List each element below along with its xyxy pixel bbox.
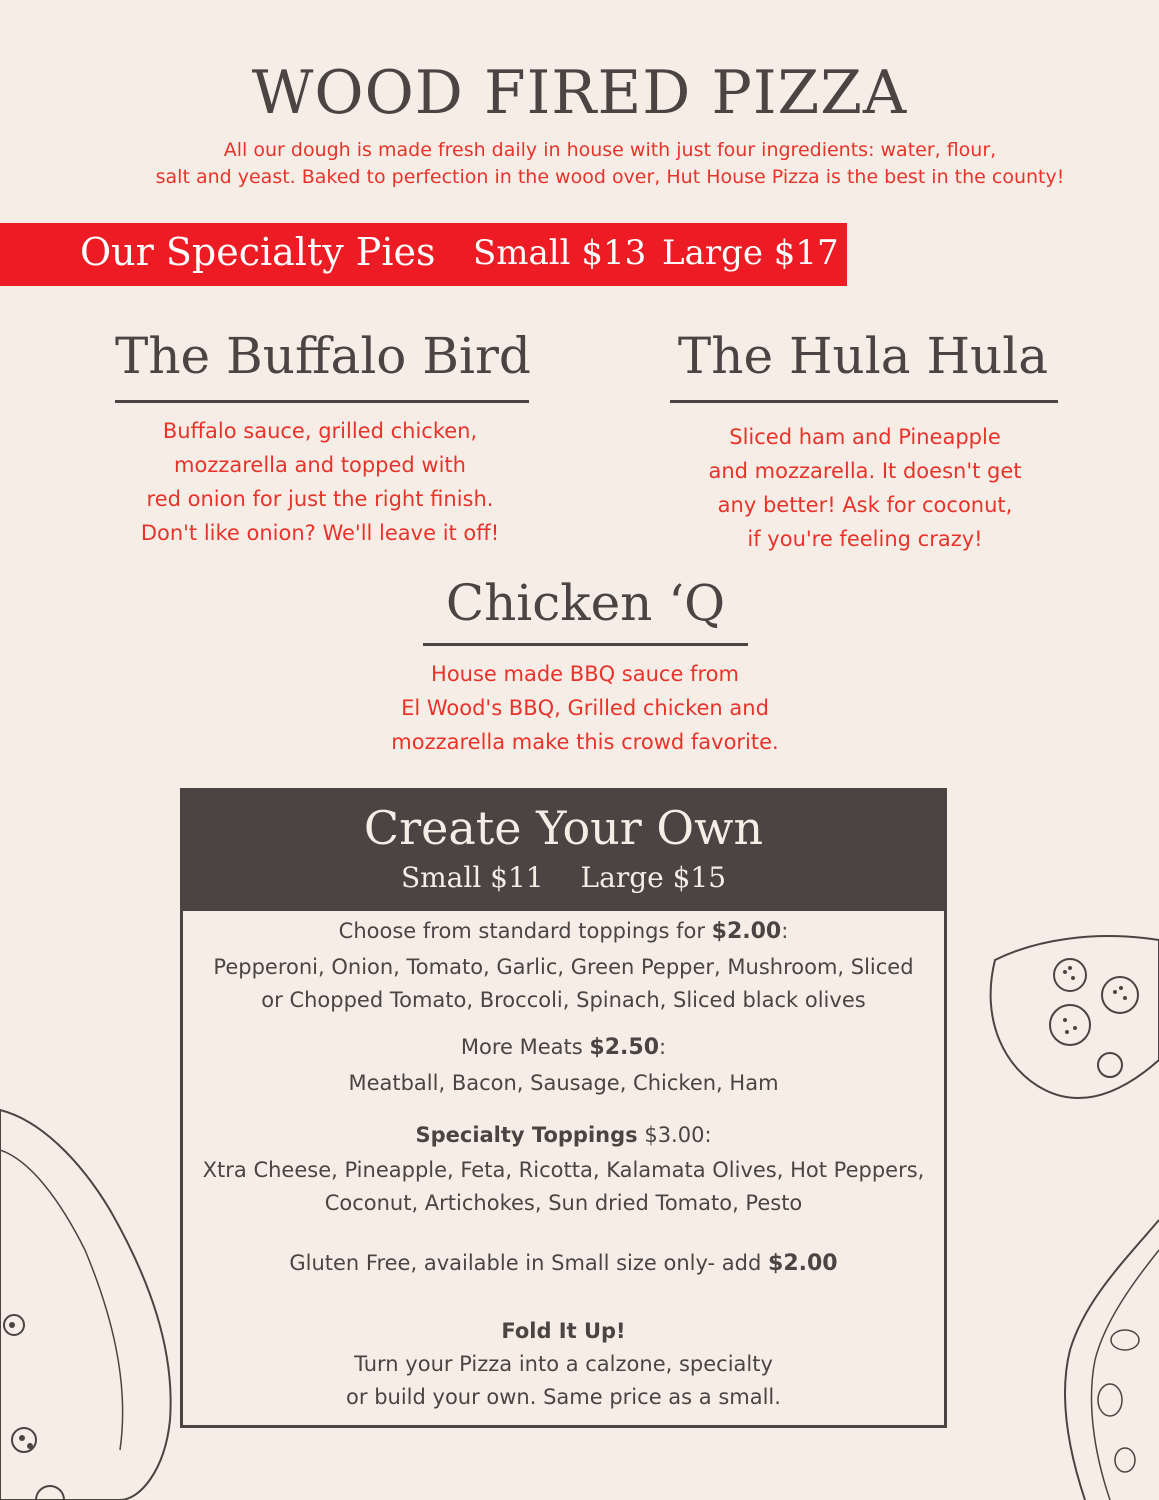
description-line: if you're feeling crazy! [747,527,983,551]
pie-divider [423,643,748,646]
gluten-free-text: Gluten Free, available in Small size only- add [289,1251,762,1275]
description-line: red onion for just the right finish. [146,487,494,511]
intro-text-line-1: All our dough is made fresh daily in house with just four ingredients: water, flour, [223,139,997,161]
description-line: Buffalo sauce, grilled chicken, [162,419,478,443]
create-your-own-prices [183,861,944,894]
standard-toppings-label: Choose from standard toppings for [338,919,705,943]
gluten-free-note [183,1251,944,1276]
pie-description-hula-hula [680,420,1050,556]
specialty-small-price: Small $13 [473,233,647,273]
description-line: Sliced ham and Pineapple [729,425,1001,449]
more-meats-label: More Meats [460,1035,583,1059]
specialty-toppings-heading: Specialty Toppings $3.00: [415,1123,712,1147]
pie-name-buffalo-bird: The Buffalo Bird [115,327,531,385]
more-meats-list: Meatball, Bacon, Sausage, Chicken, Ham [348,1071,779,1095]
page-title: WOOD FIRED PIZZA [251,58,908,128]
specialty-toppings-label: Specialty Toppings [415,1123,638,1147]
standard-toppings-list-line-1: Pepperoni, Onion, Tomato, Garlic, Green Pepper, Mushroom, Sliced [213,955,914,979]
gluten-free-price: $2.00 [768,1251,838,1276]
more-meats-price: $2.50 [589,1035,660,1060]
pizza-slice-sketch-left [0,1090,190,1500]
create-your-own-box [180,788,947,1428]
pie-divider [115,400,529,403]
specialty-toppings-price: $3.00 [644,1123,705,1147]
description-line: and mozzarella. It doesn't get [708,459,1022,483]
description-line: House made BBQ sauce from [431,662,739,686]
pie-description-buffalo-bird [130,414,510,550]
intro-text-line-2: salt and yeast. Baked to perfection in the wood over, Hut House Pizza is the best in the county! [155,166,1065,188]
standard-toppings-heading: Choose from standard toppings for $2.00: [338,919,789,944]
specialty-toppings-list-line-1: Xtra Cheese, Pineapple, Feta, Ricotta, Kalamata Olives, Hot Peppers, [202,1158,925,1182]
description-line: Don't like onion? We'll leave it off! [140,521,500,545]
description-line: El Wood's BBQ, Grilled chicken and [401,696,769,720]
standard-toppings-list-line-2: or Chopped Tomato, Broccoli, Spinach, Sliced black olives [261,988,866,1012]
description-line: mozzarella make this crowd favorite. [391,730,779,754]
create-your-own-title: Create Your Own [363,801,764,855]
specialty-pies-title: Our Specialty Pies [80,230,436,274]
pie-name-hula-hula: The Hula Hula [677,327,1049,385]
pie-description-chicken-q [370,657,800,759]
description-line: mozzarella and topped with [174,453,466,477]
cyo-small-price: Small $11 [400,861,544,894]
fold-it-up-heading: Fold It Up! [501,1319,626,1343]
specialty-toppings-list-line-2: Coconut, Artichokes, Sun dried Tomato, Pesto [324,1191,803,1215]
specialty-pies-banner [0,223,847,286]
fold-it-up-line-2: or build your own. Same price as a small. [346,1385,781,1409]
pie-name-chicken-q: Chicken ‘Q [445,574,726,632]
fold-it-up-line-1: Turn your Pizza into a calzone, specialty [354,1352,773,1376]
create-your-own-header [183,791,944,911]
pie-divider [670,400,1058,403]
specialty-large-price: Large $17 [662,233,839,273]
pizza-slice-sketch-right [975,920,1159,1500]
more-meats-heading: More Meats $2.50: [460,1035,667,1060]
cyo-large-price: Large $15 [580,861,727,894]
standard-toppings-price: $2.00 [711,919,782,944]
description-line: any better! Ask for coconut, [717,493,1013,517]
